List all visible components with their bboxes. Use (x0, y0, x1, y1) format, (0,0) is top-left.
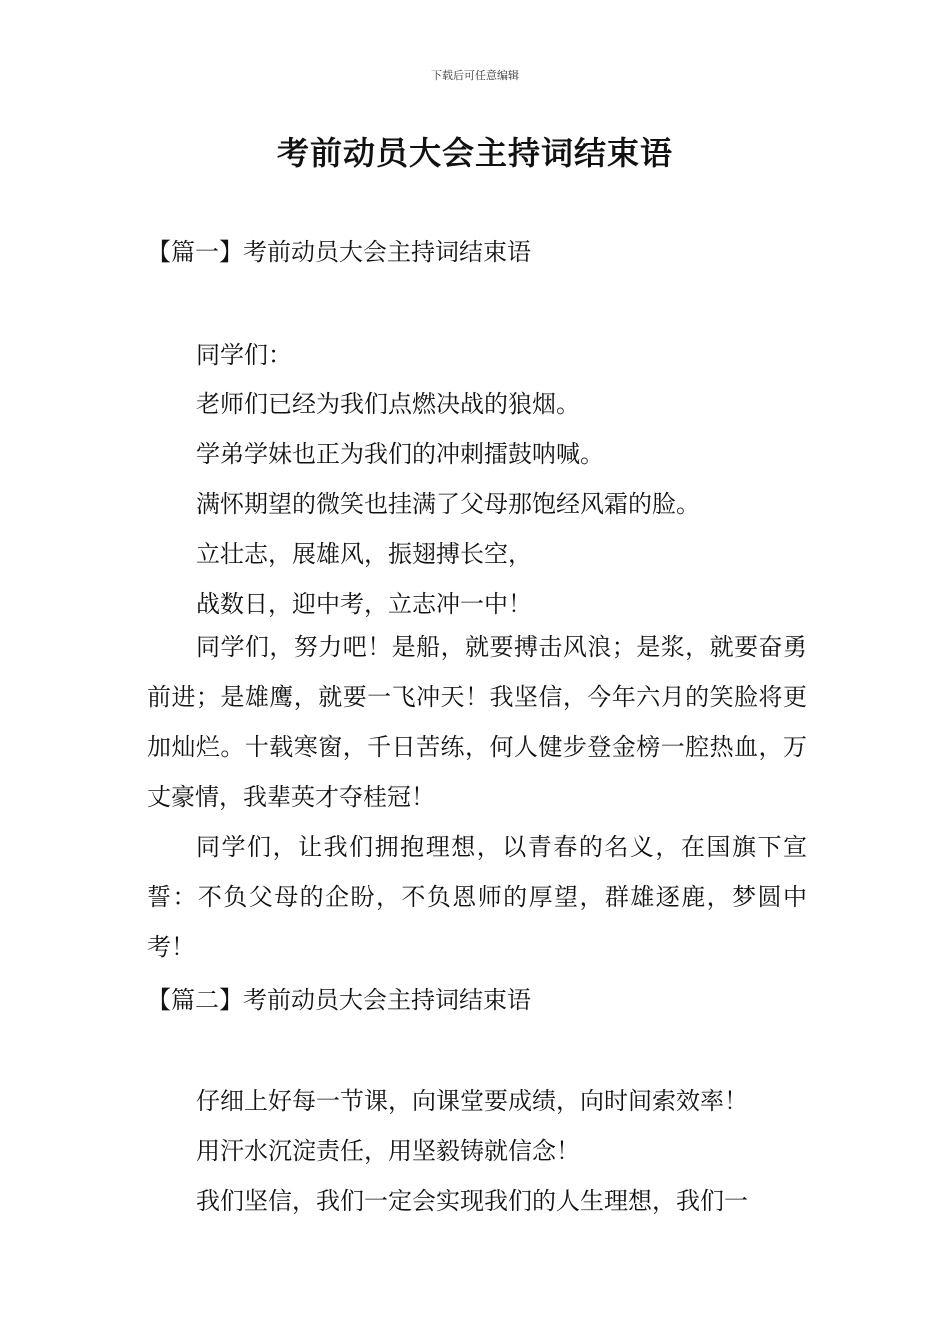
section-1-line: 老师们已经为我们点燃决战的狼烟。 (196, 390, 580, 418)
section-1-line: 学弟学妹也正为我们的冲刺擂鼓呐喊。 (196, 440, 604, 468)
section-1-line: 满怀期望的微笑也挂满了父母那饱经风霜的脸。 (196, 490, 700, 518)
section-2-line: 用汗水沉淀责任，用坚毅铸就信念！ (196, 1137, 580, 1165)
section-1-heading: 【篇一】考前动员大会主持词结束语 (147, 238, 531, 266)
greeting-line: 同学们： (196, 341, 292, 369)
section-1-paragraph: 同学们，努力吧！是船，就要搏击风浪；是浆，就要奋勇前进；是雄鹰，就要一飞冲天！我坚信，今年六月的笑脸将更加灿烂。十载寒窗，千日苦练，何人健步登金榜一腔热血，万丈豪情，我辈英才夺桂冠！ (147, 633, 807, 811)
document-title: 考前动员大会主持词结束语 (276, 134, 673, 172)
section-2-line: 我们坚信，我们一定会实现我们的人生理想，我们一 (196, 1187, 748, 1215)
section-2-line: 仔细上好每一节课，向课堂要成绩，向时间索效率！ (196, 1087, 748, 1115)
section-1-line: 战数日，迎中考，立志冲一中！ (196, 590, 532, 618)
section-1-paragraph: 同学们，让我们拥抱理想，以青春的名义，在国旗下宣誓：不负父母的企盼，不负恩师的厚望，群雄逐鹿，梦圆中考！ (147, 833, 807, 961)
section-2-heading: 【篇二】考前动员大会主持词结束语 (147, 986, 531, 1014)
header-note: 下载后可任意编辑 (431, 69, 519, 82)
section-1-line: 立壮志，展雄风，振翅搏长空， (196, 540, 532, 568)
